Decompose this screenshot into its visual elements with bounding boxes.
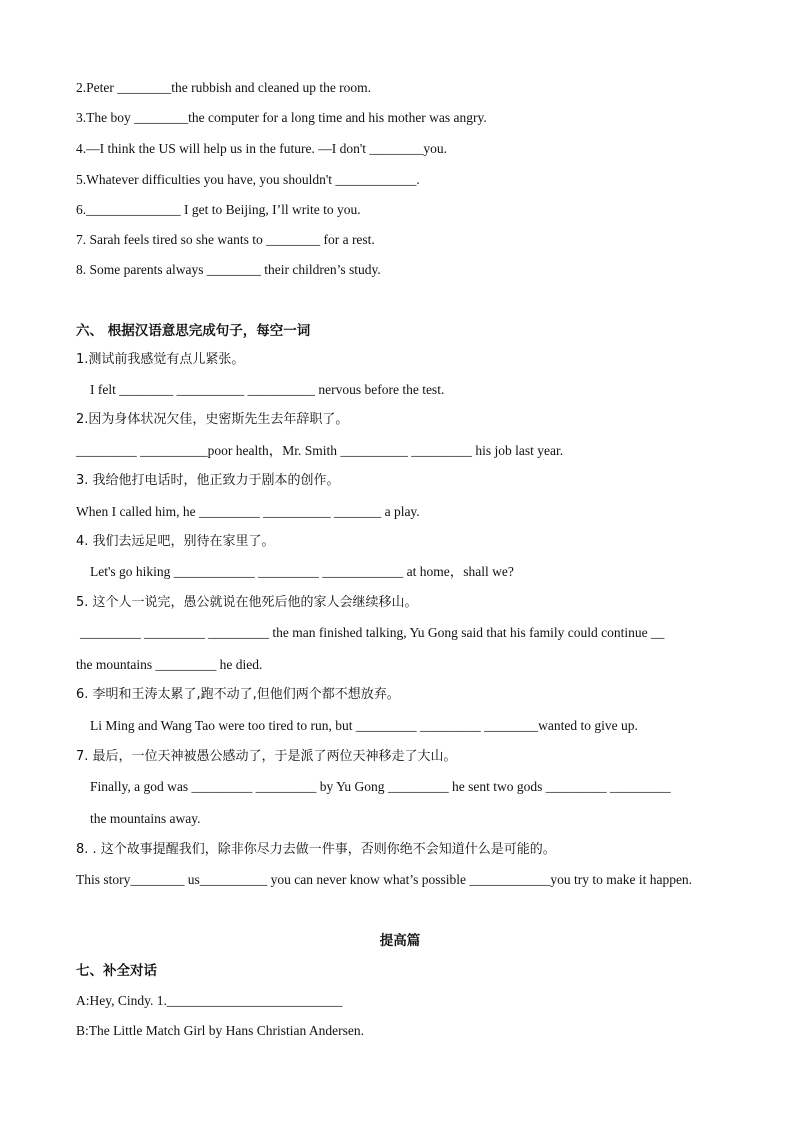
section-7-heading: 七、补全对话 (76, 963, 157, 979)
item-1-chinese: 1.测试前我感觉有点儿紧张。 (76, 352, 245, 367)
item-2-english: _________ __________poor health，Mr. Smith __________ _________ his job last year. (76, 443, 564, 458)
question-5: 5.Whatever difficulties you have, you shouldn't ____________. (76, 172, 420, 187)
item-1-english: I felt ________ __________ __________ nervous before the test. (90, 382, 445, 397)
item-6-english: Li Ming and Wang Tao were too tired to run, but _________ _________ ________wanted to give up. (90, 718, 638, 733)
question-7: 7. Sarah feels tired so she wants to ________ for a rest. (76, 232, 375, 247)
question-4: 4.—I think the US will help us in the future. —I don't ________you. (76, 141, 448, 156)
dialog-line-b: B:The Little Match Girl by Hans Christian Andersen. (76, 1023, 364, 1038)
item-2-chinese: 2.因为身体状况欠佳，史密斯先生去年辞职了。 (76, 412, 349, 427)
item-8-chinese: 8. . 这个故事提醒我们，除非你尽力去做一件事，否则你绝不会知道什么是可能的。 (76, 842, 556, 857)
item-5-chinese: 5. 这个人一说完，愚公就说在他死后他的家人会继续移山。 (76, 595, 418, 610)
item-7-english: Finally, a god was _________ _________ by Yu Gong _________ he sent two gods _________ _________ (90, 779, 671, 794)
advanced-title: 提高篇 (379, 933, 421, 949)
question-2: 2.Peter ________the rubbish and cleaned up the room. (76, 80, 372, 95)
item-7-chinese: 7. 最后，一位天神被愚公感动了，于是派了两位天神移走了大山。 (76, 749, 457, 764)
item-8-english: This story________ us__________ you can never know what’s possible ____________you try to make it happen. (76, 872, 693, 887)
question-3: 3.The boy ________the computer for a long time and his mother was angry. (76, 110, 487, 125)
item-5-english-cont: the mountains _________ he died. (76, 657, 263, 672)
item-7-english-cont: the mountains away. (90, 811, 201, 826)
item-4-english: Let's go hiking ____________ _________ ____________ at home，shall we? (90, 564, 514, 579)
question-6: 6.______________ I get to Beijing, I’ll write to you. (76, 202, 361, 217)
question-8: 8. Some parents always ________ their children’s study. (76, 262, 381, 277)
section-6-heading: 六、 根据汉语意思完成句子，每空一词 (76, 323, 311, 339)
item-5-english: _________ _________ _________ the man finished talking, Yu Gong said that his family could continue __ (80, 625, 665, 640)
item-3-chinese: 3. 我给他打电话时，他正致力于剧本的创作。 (76, 473, 340, 488)
item-6-chinese: 6. 李明和王涛太累了,跑不动了,但他们两个都不想放弃。 (76, 687, 400, 702)
item-3-english: When I called him, he _________ __________ _______ a play. (76, 504, 420, 519)
dialog-line-a: A:Hey, Cindy. 1.__________________________ (76, 993, 343, 1008)
item-4-chinese: 4. 我们去远足吧，别待在家里了。 (76, 534, 275, 549)
